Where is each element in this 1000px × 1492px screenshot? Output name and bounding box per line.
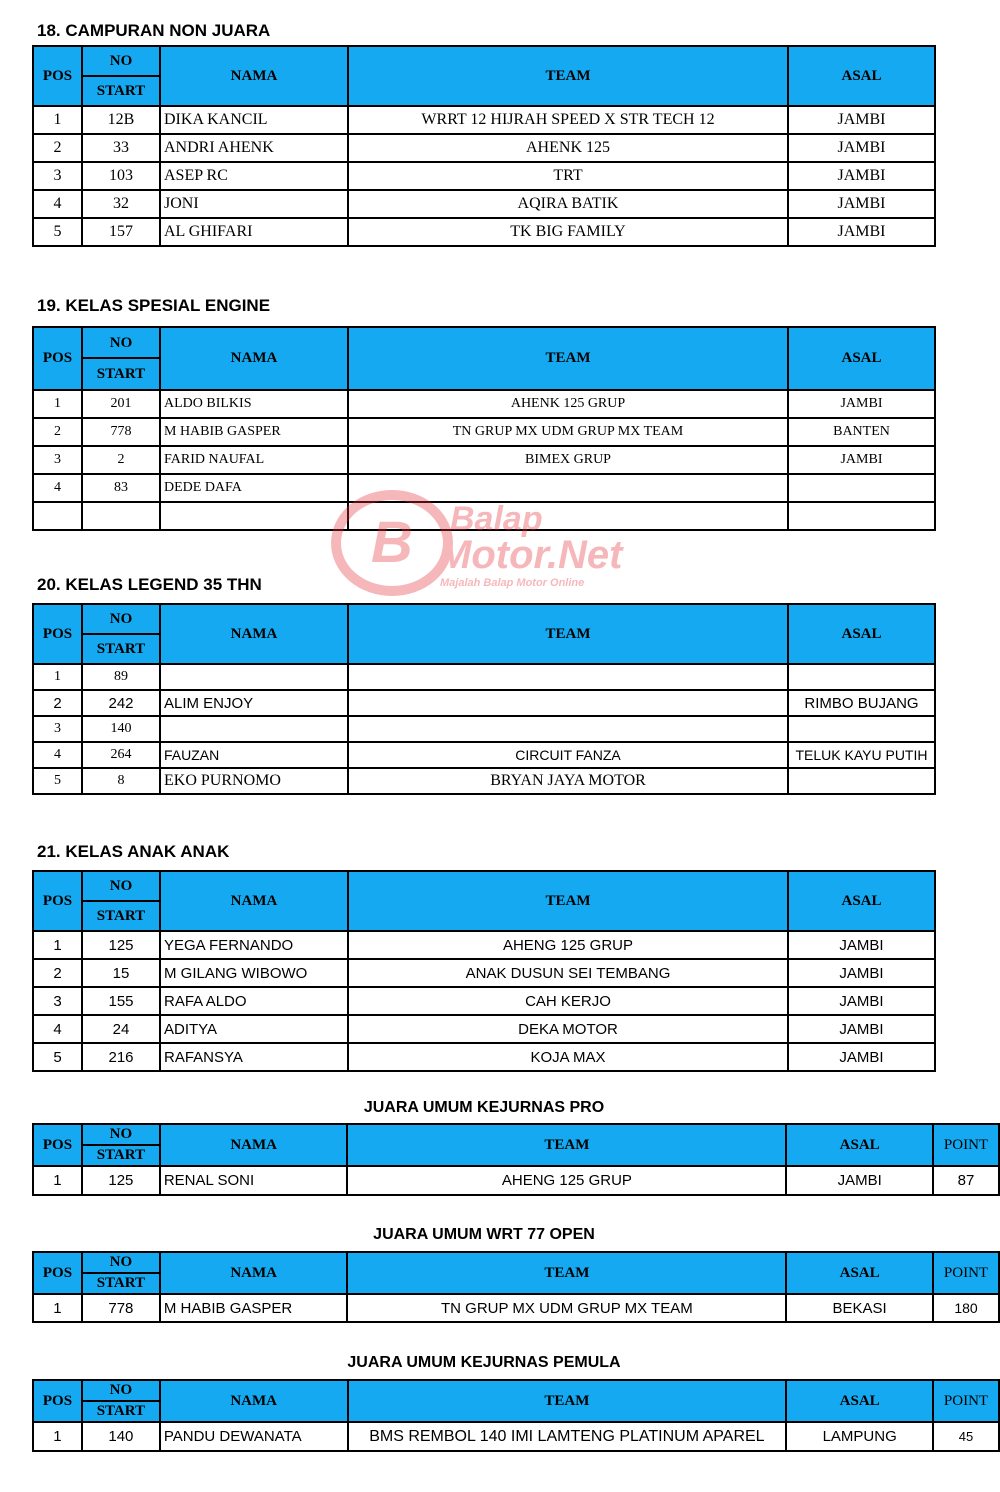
team-cell: AQIRA BATIK: [348, 190, 788, 218]
nama-cell: RAFA ALDO: [160, 987, 348, 1015]
no-start-cell: 155: [82, 987, 160, 1015]
table-row: [33, 502, 935, 530]
table-row: [33, 390, 935, 418]
pos-cell: 2: [33, 418, 82, 446]
table-19: [32, 326, 936, 531]
header-pos: POS: [33, 871, 82, 931]
team-cell: TN GRUP MX UDM GRUP MX TEAM: [347, 1294, 786, 1322]
asal-cell: JAMBI: [788, 134, 935, 162]
team-cell: AHENG 125 GRUP: [347, 1166, 786, 1195]
asal-cell: BANTEN: [788, 418, 935, 446]
table-row: [33, 768, 935, 794]
header-team: TEAM: [348, 46, 788, 106]
watermark-line2: Motor.Net: [438, 533, 623, 577]
table-row: [33, 664, 935, 690]
header-team: TEAM: [348, 327, 788, 390]
svg-text:B: B: [371, 510, 413, 575]
no-start-cell: 2: [82, 446, 160, 474]
point-cell: 45: [933, 1422, 999, 1451]
juara-umum-wrt-title: JUARA UMUM WRT 77 OPEN: [373, 1226, 595, 1243]
table-row: [33, 690, 935, 716]
nama-cell: PANDU DEWANATA: [160, 1422, 348, 1451]
no-start-cell: 83: [82, 474, 160, 502]
asal-cell: JAMBI: [788, 1015, 935, 1043]
watermark-tagline: Majalah Balap Motor Online: [440, 577, 585, 589]
pos-cell: 2: [33, 959, 82, 987]
asal-cell: BEKASI: [786, 1294, 933, 1322]
asal-cell: JAMBI: [788, 987, 935, 1015]
pos-cell: 1: [33, 1166, 82, 1195]
team-cell: TRT: [348, 162, 788, 190]
header-nama: NAMA: [160, 871, 348, 931]
no-start-cell: 140: [82, 716, 160, 742]
juara-umum-pro-title: JUARA UMUM KEJURNAS PRO: [363, 1099, 605, 1116]
table-row: [33, 1015, 935, 1043]
table-row: [33, 446, 935, 474]
header-no: NO: [82, 604, 160, 634]
header-pos: POS: [33, 1380, 82, 1422]
pos-cell: 3: [33, 162, 82, 190]
nama-cell: [160, 664, 348, 690]
no-start-cell: 264: [82, 742, 160, 768]
team-cell: DEKA MOTOR: [348, 1015, 788, 1043]
nama-cell: JONI: [160, 190, 348, 218]
no-start-cell: 89: [82, 664, 160, 690]
table-row: [33, 987, 935, 1015]
pos-cell: 5: [33, 1043, 82, 1071]
header-no: NO: [82, 46, 160, 76]
asal-cell: RIMBO BUJANG: [788, 690, 935, 716]
team-cell: BMS REMBOL 140 IMI LAMTENG PLATINUM APAREL: [348, 1422, 787, 1451]
header-start: START: [82, 634, 160, 664]
team-cell: [348, 664, 788, 690]
table-row: [33, 134, 935, 162]
pos-cell: 3: [33, 716, 82, 742]
nama-cell: FARID NAUFAL: [160, 446, 348, 474]
asal-cell: JAMBI: [788, 162, 935, 190]
team-cell: BRYAN JAYA MOTOR: [348, 768, 788, 794]
table-row: [33, 474, 935, 502]
table-row: [33, 418, 935, 446]
header-team: TEAM: [348, 1380, 787, 1422]
nama-cell: DIKA KANCIL: [160, 106, 348, 134]
asal-cell: JAMBI: [788, 106, 935, 134]
header-no: NO: [82, 1124, 160, 1145]
section-19-title: 19. KELAS SPESIAL ENGINE: [37, 296, 271, 315]
table-21: [32, 870, 936, 1072]
table-juara-umum-wrt: [32, 1251, 1000, 1323]
header-team: TEAM: [347, 1124, 786, 1166]
pos-cell: 1: [33, 664, 82, 690]
no-start-cell: 8: [82, 768, 160, 794]
header-pos: POS: [33, 1124, 82, 1166]
no-start-cell: 140: [82, 1422, 160, 1451]
nama-cell: ADITYA: [160, 1015, 348, 1043]
table-row: [33, 162, 935, 190]
header-pos: POS: [33, 46, 82, 106]
point-cell: 87: [933, 1166, 999, 1195]
no-start-cell: 778: [82, 1294, 160, 1322]
nama-cell: [160, 502, 348, 530]
asal-cell: JAMBI: [788, 446, 935, 474]
team-cell: CAH KERJO: [348, 987, 788, 1015]
header-team: TEAM: [348, 871, 788, 931]
team-cell: AHENG 125 GRUP: [348, 931, 788, 959]
header-point: POINT: [933, 1124, 999, 1166]
no-start-cell: 24: [82, 1015, 160, 1043]
nama-cell: ALDO BILKIS: [160, 390, 348, 418]
header-team: TEAM: [347, 1252, 786, 1294]
table-row: [33, 106, 935, 134]
table-18: [32, 45, 936, 247]
header-point: POINT: [933, 1380, 999, 1422]
asal-cell: JAMBI: [788, 1043, 935, 1071]
team-cell: TN GRUP MX UDM GRUP MX TEAM: [348, 418, 788, 446]
header-start: START: [82, 1401, 160, 1422]
no-start-cell: 32: [82, 190, 160, 218]
asal-cell: [788, 768, 935, 794]
team-cell: [348, 474, 788, 502]
asal-cell: [788, 474, 935, 502]
team-cell: KOJA MAX: [348, 1043, 788, 1071]
no-start-cell: 15: [82, 959, 160, 987]
nama-cell: YEGA FERNANDO: [160, 931, 348, 959]
header-asal: ASAL: [788, 871, 935, 931]
no-start-cell: 12B: [82, 106, 160, 134]
asal-cell: JAMBI: [788, 390, 935, 418]
table-row: [33, 959, 935, 987]
no-start-cell: 33: [82, 134, 160, 162]
header-start: START: [82, 76, 160, 106]
section-18-title: 18. CAMPURAN NON JUARA: [37, 21, 271, 40]
team-cell: [348, 716, 788, 742]
nama-cell: M HABIB GASPER: [160, 418, 348, 446]
pos-cell: 2: [33, 134, 82, 162]
no-start-cell: 242: [82, 690, 160, 716]
header-asal: ASAL: [788, 46, 935, 106]
asal-cell: TELUK KAYU PUTIH: [788, 742, 935, 768]
pos-cell: [33, 502, 82, 530]
pos-cell: 3: [33, 987, 82, 1015]
team-cell: TK BIG FAMILY: [348, 218, 788, 246]
nama-cell: DEDE DAFA: [160, 474, 348, 502]
team-cell: WRRT 12 HIJRAH SPEED X STR TECH 12: [348, 106, 788, 134]
pos-cell: 4: [33, 474, 82, 502]
pos-cell: 4: [33, 742, 82, 768]
asal-cell: LAMPUNG: [786, 1422, 933, 1451]
table-row: [33, 190, 935, 218]
asal-cell: [788, 716, 935, 742]
nama-cell: RAFANSYA: [160, 1043, 348, 1071]
header-no: NO: [82, 871, 160, 901]
header-no: NO: [82, 1252, 160, 1273]
header-asal: ASAL: [788, 604, 935, 664]
no-start-cell: 157: [82, 218, 160, 246]
header-nama: NAMA: [160, 604, 348, 664]
header-nama: NAMA: [160, 1252, 348, 1294]
pos-cell: 1: [33, 1422, 82, 1451]
header-start: START: [82, 901, 160, 931]
header-pos: POS: [33, 1252, 82, 1294]
asal-cell: JAMBI: [788, 218, 935, 246]
team-cell: AHENK 125: [348, 134, 788, 162]
team-cell: CIRCUIT FANZA: [348, 742, 788, 768]
nama-cell: AL GHIFARI: [160, 218, 348, 246]
header-asal: ASAL: [786, 1124, 933, 1166]
no-start-cell: [82, 502, 160, 530]
pos-cell: 1: [33, 931, 82, 959]
asal-cell: [788, 502, 935, 530]
point-cell: 180: [933, 1294, 999, 1322]
header-pos: POS: [33, 327, 82, 390]
table-row: [33, 716, 935, 742]
asal-cell: JAMBI: [788, 959, 935, 987]
nama-cell: ASEP RC: [160, 162, 348, 190]
nama-cell: FAUZAN: [160, 742, 348, 768]
asal-cell: [788, 664, 935, 690]
header-start: START: [82, 358, 160, 390]
header-asal: ASAL: [786, 1252, 933, 1294]
no-start-cell: 216: [82, 1043, 160, 1071]
header-no: NO: [82, 327, 160, 358]
table-row: [33, 742, 935, 768]
pos-cell: 1: [33, 1294, 82, 1322]
section-21-title: 21. KELAS ANAK ANAK: [37, 842, 230, 861]
nama-cell: M GILANG WIBOWO: [160, 959, 348, 987]
nama-cell: M HABIB GASPER: [160, 1294, 348, 1322]
header-start: START: [82, 1145, 160, 1166]
team-cell: ANAK DUSUN SEI TEMBANG: [348, 959, 788, 987]
juara-umum-pemula-title: JUARA UMUM KEJURNAS PEMULA: [347, 1354, 621, 1371]
header-start: START: [82, 1273, 160, 1294]
pos-cell: 4: [33, 190, 82, 218]
team-cell: BIMEX GRUP: [348, 446, 788, 474]
table-row: [33, 931, 935, 959]
pos-cell: 2: [33, 690, 82, 716]
section-20-title: 20. KELAS LEGEND 35 THN: [37, 575, 262, 594]
asal-cell: JAMBI: [786, 1166, 933, 1195]
nama-cell: [160, 716, 348, 742]
no-start-cell: 125: [82, 931, 160, 959]
watermark-line1: Balap: [450, 500, 543, 538]
header-nama: NAMA: [160, 327, 348, 390]
table-row: [33, 1166, 999, 1195]
pos-cell: 1: [33, 390, 82, 418]
table-juara-umum-pemula: [32, 1379, 1000, 1452]
table-row: [33, 218, 935, 246]
header-pos: POS: [33, 604, 82, 664]
nama-cell: EKO PURNOMO: [160, 768, 348, 794]
no-start-cell: 103: [82, 162, 160, 190]
nama-cell: RENAL SONI: [160, 1166, 348, 1195]
header-point: POINT: [933, 1252, 999, 1294]
table-row: [33, 1043, 935, 1071]
no-start-cell: 125: [82, 1166, 160, 1195]
header-nama: NAMA: [160, 1124, 348, 1166]
pos-cell: 1: [33, 106, 82, 134]
table-row: [33, 1294, 999, 1322]
table-20: [32, 603, 936, 795]
pos-cell: 5: [33, 218, 82, 246]
table-juara-umum-pro: [32, 1123, 1000, 1196]
team-cell: AHENK 125 GRUP: [348, 390, 788, 418]
no-start-cell: 201: [82, 390, 160, 418]
header-nama: NAMA: [160, 46, 348, 106]
header-asal: ASAL: [786, 1380, 933, 1422]
asal-cell: JAMBI: [788, 190, 935, 218]
table-row: [33, 1422, 999, 1451]
header-asal: ASAL: [788, 327, 935, 390]
nama-cell: ALIM ENJOY: [160, 690, 348, 716]
pos-cell: 5: [33, 768, 82, 794]
nama-cell: ANDRI AHENK: [160, 134, 348, 162]
header-no: NO: [82, 1380, 160, 1401]
no-start-cell: 778: [82, 418, 160, 446]
header-team: TEAM: [348, 604, 788, 664]
header-nama: NAMA: [160, 1380, 348, 1422]
pos-cell: 4: [33, 1015, 82, 1043]
asal-cell: JAMBI: [788, 931, 935, 959]
team-cell: [348, 502, 788, 530]
team-cell: [348, 690, 788, 716]
pos-cell: 3: [33, 446, 82, 474]
